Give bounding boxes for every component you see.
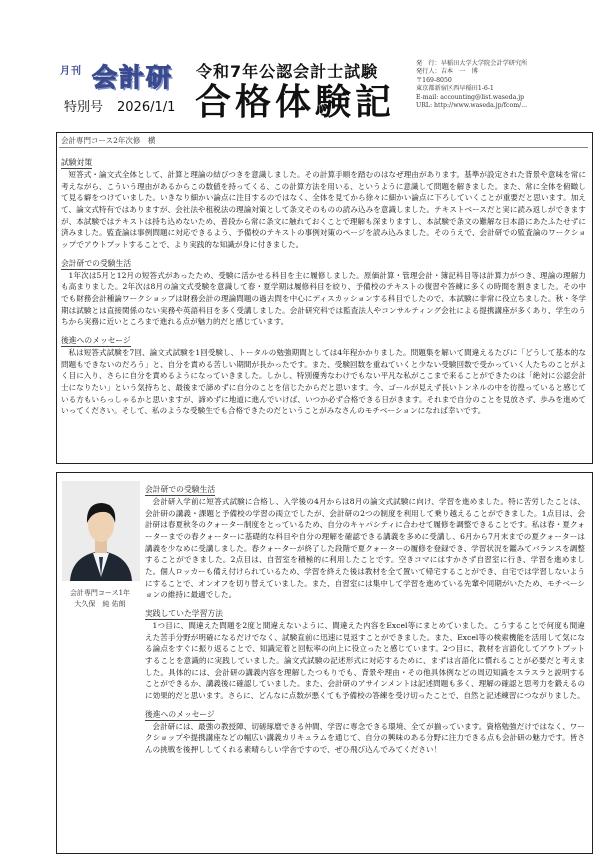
author-caption bbox=[60, 588, 140, 610]
block-text: 1つ目に、間違えた問題を2度と間違えないように、間違えた内容をExcel等にまとめていました。こうすることで何度も間違えた苦手分野が明確になるだけでなく、試験直前に迅速に見返すことができました。また、Excel等の検索機能を活用して気になる論点をすぐに振り返ることで、知識定着と回転率の向上に役立ったと感じています。2つ目に、教材を言語化してアウトプットすることを意識的に実践していました。論文式試験の記述形式に対応するために、まずは言語化に慣れることが必要だと考えました。具体的には、会計研の講義内容を理解したつもりでも、背景や理由・その他具体例などの周辺知識をスラスラと説明することができるか、講義後に確認していました。また、会計研のアサインメントは記述問題も多く、理解の確認と思考力を鍛えるのに効果的だと思います。さらに、どんなに点数が悪くても予備校の答練を受け切ったことで、自然と記述練習につながりました。 bbox=[145, 620, 585, 700]
publisher-line: 〒169-8050 bbox=[416, 76, 452, 84]
issue-line bbox=[64, 96, 175, 115]
publisher-line: 発行人：吉本 一 博 bbox=[416, 68, 478, 76]
publisher-line: 東京都新宿区西早稲田1-6-1 bbox=[416, 85, 494, 93]
author-header: 会計専門コース2年次修 横 bbox=[59, 135, 588, 148]
publisher-line: 発 行：早稲田大学大学院会計学研究所 bbox=[416, 60, 528, 67]
author-photo bbox=[62, 481, 140, 581]
block-text: 私は短答式試験を7回、論文式試験を1回受験し、トータルの勉強期間としては4年程かかりました。問題集を解いて間違えるたびに「どうして基本的な問題もできないのだろう」と、自分を責める苦しい期間が長かったです。また、受験回数を重ねていくと少ない受験回数で受かっていく人たちのことがよく目に入り、さらに自分を責めるようになっていきました。しかし、特別優秀なわけでもない平凡な私がここまで来ることができたのは「絶対に公認会計士になりたい」という気持ちと、最後まで諦めずに自分のことを信じたからだと思います。今、ゴールが見えず長いトンネルの中を彷徨っていると感じている方もいらっしゃるかと思いますが、諦めずに地道に進んでいけば、いつか必ず合格できる日がきます。それまで自分のことを見放さず、歩みを進めていってください。そして、私のような受験生でも合格できたのだということがみなさんのモチベーションになれば幸いです。 bbox=[61, 347, 586, 416]
magazine-name: 会計研 bbox=[92, 63, 174, 92]
block-heading: 会計研での受験生活 bbox=[145, 485, 216, 494]
block-text: 1年次は5月と12月の短答式があったため、受験に活かせる科目を主に履修しました。原価計算・管理会計・簿記科目等は計算力がつき、理論の理解力も高まりました。2年次は8月の論文式受験を意識して春・夏学期は履修科目を絞り、予備校のテキストの復習や答練に多くの時間を割きました。その中でも財務会計種論ワークショップは財務会計の理論問題の過去問を中心にディスカッションする科目でしたので、本試験に非常に役立ちました。秋・冬学期は試験とは直接関係のない実務や英語科目を多く受講しました。会計研究科では監査法人やコンサルティング会社による提携講座が多くあり、学生のうちから実務に近いところまで進れる点が魅力的だと感じています。 bbox=[61, 270, 586, 327]
section2-content bbox=[145, 477, 585, 755]
block-text: 会計研には、最強の教授陣、切磋琢磨できる仲間、学習に専念できる環境、全てが揃っています。資格勉強だけではなく、ワークショップや提携講座などの幅広い講義カリキュラムを通じて、自分の興味のある分野に注力できる点も会計研の魅力です。皆さんの挑戦を後押ししてくれる素晴らしい学舎ですので、ぜひ飛び込んでみてください！ bbox=[145, 721, 585, 754]
block-heading: 会計研での受験生活 bbox=[61, 258, 132, 268]
block-heading: 実践していた学習方法 bbox=[145, 608, 223, 618]
block-text: 会計研入学前に短答式試験に合格し、入学後の4月からは8月の論文式試験に向け、学習を進めました。特に苦労したことは、会計研の講義・課題と予備校の学習の両立でしたが、会計研の2つの制度を利用して乗り越えることができました。1点目は、会計研は春夏秋冬のクォーター制度をとっているため、自分のキャパシティに合わせて履修を調整できることです。私は春・夏クォーターまでの春クォーターに基礎的な科目や自分の理解を確認できる講義を多めに受講し、6月から7月末までの夏クォーターは講義を少なめに受講しました。春クォーターが終了した段階で夏クォーターの履修を登録でき、学習状況を鑑みてバランスを調整することができました。2点目は、自習室を積極的に利用したことです。空きコマにはすかさず自習室に行き、学習を進めました。個人ロッカーも備え付けられているため、学習を終えた後は教材を全て置いて帰宅することができ、自宅では学習しないようにすることで、オンオフを切り替えていました。また、自習室には集中して学習を進めている先輩や同期がいたため、モチベーションの維持に最適でした。 bbox=[145, 497, 585, 600]
block-heading: 後進へのメッセージ bbox=[61, 335, 131, 345]
caption-name: 大久保 純 佑朗 bbox=[74, 600, 126, 608]
block-heading: 後進へのメッセージ bbox=[145, 709, 215, 719]
magazine-prefix: 月刊 bbox=[60, 66, 82, 77]
testimonial-box-1 bbox=[56, 132, 593, 464]
block-heading: 試験対策 bbox=[61, 158, 93, 167]
portrait-image bbox=[62, 481, 140, 581]
section1-content bbox=[61, 135, 586, 417]
page-title: 合格体験記 bbox=[195, 81, 396, 123]
block-text: 短答式・論文式全体として、計算と理論の結びつきを意識しました。その計算手順を踏むのはなぜ理由があります。基準が設定された背景や意味を常に考えながら、こういう理由があるからこの数値を持ってくる、この計算方法を用いる、というように意識して問題を解きました。また、常に全体を俯瞰して見る癖をつけていました。いきなり細かい論点に注目するのではなく、全体を見てから徐々に細かい論点に下ろしていくことが重要だと思います。加えて、論文式特有ではありますが、会社法や租税法の理論対策として条文そのものの読み込みを意識しました。テキストベースだと実に読み返しができますが、本試験ではテキストは持ち込めないため、普段から常に条文に触れておくことで理解も深まりますし、本試験で条文の難解な日本語にあたふたせずに済みました。監査論は事例問題に対応できるよう、予備校のテキストの事例対策のページを読み込みました。そのうえで、会計研での監査論のワークショップでアウトプットすることで、より実践的な知識が身に付きました。 bbox=[61, 170, 586, 249]
issue-date: 2026/1/1 bbox=[117, 100, 176, 115]
issue-label: 特別号 bbox=[64, 100, 104, 115]
caption-course: 会計専門コース1年 bbox=[69, 589, 131, 597]
publisher-line: URL: http://www.waseda.jp/fcom/... bbox=[416, 102, 528, 110]
publisher-info bbox=[416, 60, 596, 110]
exam-heading: 令和7年公認会計士試験 bbox=[196, 62, 379, 81]
publisher-line: E-mail: accounting@list.waseda.jp bbox=[416, 93, 525, 101]
